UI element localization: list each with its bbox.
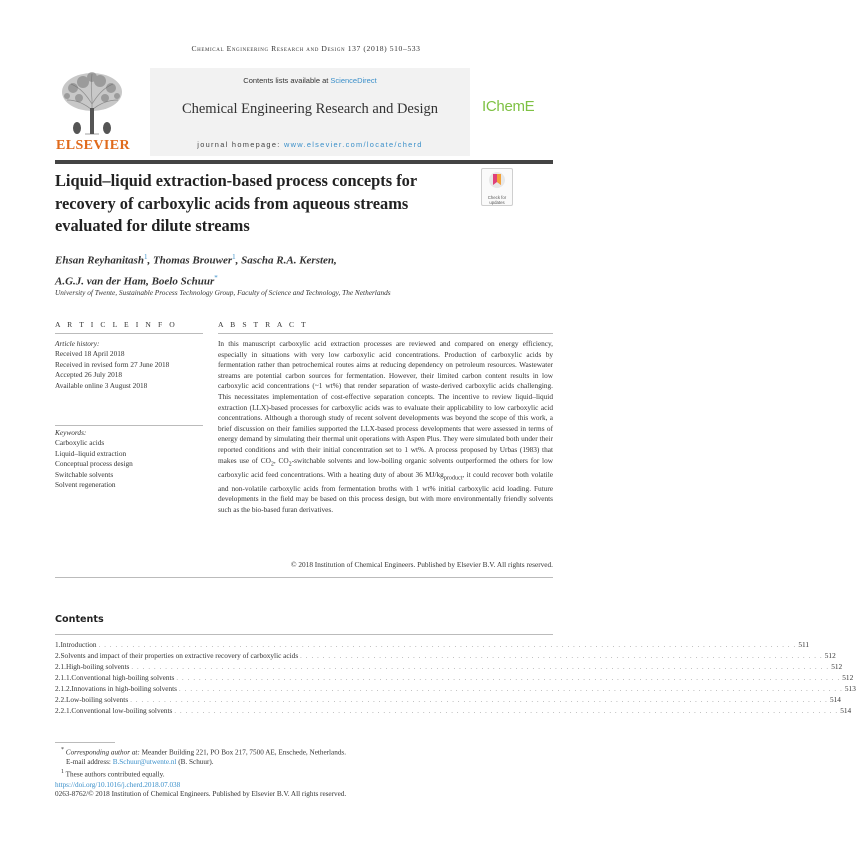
check-for-updates-badge[interactable]	[481, 168, 513, 206]
toc-label: Innovations in high-boiling solvents	[71, 684, 178, 693]
toc-leader-dots: . . . . . . . . . . . . . . . . . . . . . . . . . . . . . . . . . . . . . . . . . . . . . . . . . . . . . . . . . . . . . . . . . . . . . . . . . . . . . . . . . . . . . . . . . . . . .	[300, 653, 823, 660]
abstract-part-2: , CO	[273, 455, 289, 465]
product-subscript: product	[443, 475, 463, 482]
toc-entry[interactable]	[55, 695, 841, 706]
abstract-rule	[218, 333, 553, 334]
toc-entry[interactable]	[55, 673, 854, 684]
journal-name: Chemical Engineering Research and Design	[181, 101, 439, 117]
abstract-copyright: © 2018 Institution of Chemical Engineers. Published by Elsevier B.V. All rights reserved.	[291, 560, 553, 569]
abstract-bottom-rule	[55, 577, 553, 578]
email-note	[55, 758, 555, 768]
keyword-item: Conceptual process design	[55, 459, 133, 469]
footnotes	[55, 746, 555, 800]
footnote-rule	[55, 742, 115, 743]
homepage-label: journal homepage:	[197, 140, 284, 149]
history-revised: Received in revised form 27 June 2018	[55, 359, 170, 369]
homepage-link[interactable]: www.elsevier.com/locate/cherd	[283, 140, 423, 149]
equal-contribution-note	[55, 768, 555, 780]
affiliation: University of Twente, Sustainable Process Technology Group, Faculty of Science and Technology, The Netherlands	[55, 288, 391, 297]
toc-num: 2.1.2.	[55, 684, 72, 693]
toc-leader-dots: . . . . . . . . . . . . . . . . . . . . . . . . . . . . . . . . . . . . . . . . . . . . . . . . . . . . . . . . . . . . . . . . . . . . . . . . . . . . . . . . . . . . . . . . . . . . . . . . . . . . . . . . . . . . . . . . . . . . . .	[179, 686, 843, 693]
keyword-item: Switchable solvents	[55, 469, 114, 479]
keyword-item: Carboxylic acids	[55, 438, 105, 448]
toc-page: 514	[829, 695, 841, 704]
author-1-sep: ,	[147, 254, 153, 267]
author-2-mark[interactable]: 1	[232, 253, 236, 261]
contents-available-prefix: Contents lists available at	[243, 76, 331, 85]
icheme-logo: IChemE	[482, 98, 535, 115]
elsevier-logo-text: ELSEVIER	[55, 138, 130, 153]
author-3[interactable]: Sascha R.A. Kersten	[241, 254, 335, 267]
abstract-part-1: In this manuscript carboxylic acid extraction processes are reviewed and compared on energy efficiency, especially in situations with very low carboxylic acid concentrations. Production of carboxylic acids by fermentation rather than petrochemical routes aims at reducing dependency on petroleum resources. Wastewater streams are potential carbon sources for fermentation. However, their limited carbon content results in low carboxylic acid concentrations (~1 wt%) that render separation of waste-derived carboxylic acids challenging. This necessitates implementation of cost-effective separation concepts. The incentive to review liquid–liquid extraction (LLX)-based processes for carboxylic acids was to evaluate their applicability to low carboxylic acid concentrations. Although a thorough study of recent solvent developments was beyond the scope of this work, a brief discussion on their families supported the LLX-based process developments that were assessed in terms of energy demand by simulating their thermal unit operations with Aspen Plus. They were simulated both under their reported conditions and with their initial concentration set to 1 wt%. A process proposed by Urbas (1983) that makes use of CO	[218, 339, 553, 465]
history-label: Article history:	[55, 339, 100, 348]
header-rule	[55, 160, 553, 164]
author-2-sep: ,	[235, 254, 242, 267]
toc-leader-dots: . . . . . . . . . . . . . . . . . . . . . . . . . . . . . . . . . . . . . . . . . . . . . . . . . . . . . . . . . . . . . . . . . . . . . . . . . . . . . . . . . . . . . . . . . . . . . . . . . . . . . . . . . . . . . . . . . . . . . .	[174, 708, 839, 715]
history-received: Received 18 April 2018	[55, 349, 125, 359]
toc-label: Low-boiling solvents	[65, 695, 129, 704]
toc-entry[interactable]	[55, 684, 856, 695]
corresponding-author-note	[55, 746, 555, 758]
article-info-heading: A R T I C L E I N F O	[55, 320, 178, 329]
email-link[interactable]: B.Schuur@utwente.nl	[112, 758, 177, 767]
toc-label: Conventional low-boiling solvents	[71, 706, 173, 715]
author-2[interactable]: Thomas Brouwer	[152, 254, 233, 267]
contents-available-line	[150, 76, 470, 85]
toc-num: 2.	[55, 651, 61, 660]
toc-num: 2.1.	[55, 662, 66, 671]
abstract-part-4: , it could recover both volatile and non-volatile carboxylic acids from fermentation broths with 1 wt% initial carboxylic acid loading. Future developments in the field may be based on this process design, but with more environmentally friendly solvents such as the bio-based furan derivatives.	[218, 469, 553, 514]
author-4[interactable]: A.G.J. van der Ham	[55, 275, 147, 288]
toc-entry[interactable]	[55, 662, 843, 673]
author-5[interactable]: Boelo Schuur	[151, 275, 215, 288]
co2-subscript: 2	[270, 460, 274, 467]
author-1[interactable]: Ehsan Reyhanitash	[55, 254, 144, 267]
toc-leader-dots: . . . . . . . . . . . . . . . . . . . . . . . . . . . . . . . . . . . . . . . . . . . . . . . . . . . . . . . . . . . . . . . . . . . . . . . . . . . . . . . . . . . . . . . . . . . . . . . . . . . . . . . . . . . . . . . . . . . . . . . . . . . .	[131, 664, 830, 671]
article-title: Liquid–liquid extraction-based process concepts for recovery of carboxylic acids from aqueous streams evaluated for dilute streams	[55, 171, 417, 235]
keyword-item: Solvent regeneration	[55, 480, 116, 490]
corresponding-mark: *	[61, 747, 64, 753]
contents-heading: Contents	[55, 614, 104, 625]
toc-entry[interactable]	[55, 640, 810, 651]
equal-text: These authors contributed equally.	[65, 770, 165, 779]
toc-leader-dots: . . . . . . . . . . . . . . . . . . . . . . . . . . . . . . . . . . . . . . . . . . . . . . . . . . . . . . . . . . . . . . . . . . . . . . . . . . . . . . . . . . . . . . . . . . . . . . . . . . . . . . . . . . . . . . . . . . . . . .	[176, 675, 841, 682]
abstract-text	[218, 339, 553, 515]
abstract-part-3: -switchable solvents and low-boiling organic solvents outperformed the others for low carboxylic acid feed concentrations. With a heating duty of about 36 MJ/kg	[218, 455, 553, 479]
toc-page: 512	[831, 662, 843, 671]
toc-leader-dots: . . . . . . . . . . . . . . . . . . . . . . . . . . . . . . . . . . . . . . . . . . . . . . . . . . . . . . . . . . . . . . . . . . . . . . . . . . . . . . . . . . . . . . . . . . . . . . . . . . . . . . . . . . . . . . . . . . . . . . . . . . . .	[98, 642, 797, 649]
toc-page: 514	[840, 706, 852, 715]
crossmark-line1: Check for	[487, 195, 507, 200]
keywords	[55, 428, 203, 490]
keywords-rule	[55, 425, 203, 426]
toc-page: 513	[844, 684, 856, 693]
sciencedirect-link[interactable]: ScienceDirect	[330, 76, 377, 85]
author-3-sep: ,	[334, 254, 337, 267]
toc-label: Solvents and impact of their properties on extractive recovery of carboxylic acids	[60, 651, 299, 660]
author-list	[55, 249, 475, 290]
toc-page: 512	[824, 651, 836, 660]
journal-homepage-line	[150, 140, 470, 149]
author-5-mark[interactable]: *	[214, 273, 218, 282]
keyword-item: Liquid–liquid extraction	[55, 448, 127, 458]
doi-link[interactable]: https://doi.org/10.1016/j.cherd.2018.07.038	[55, 780, 181, 789]
keywords-label: Keywords:	[55, 428, 87, 437]
toc-num: 2.1.1.	[55, 673, 72, 682]
history-accepted: Accepted 26 July 2018	[55, 370, 123, 380]
crossmark-line2: updates	[489, 200, 505, 205]
abstract-heading: A B S T R A C T	[218, 320, 309, 329]
toc-num: 2.2.	[55, 695, 66, 704]
equal-mark: 1	[61, 769, 64, 776]
email-label: E-mail address:	[66, 758, 113, 767]
history-online: Available online 3 August 2018	[55, 380, 148, 390]
author-1-mark[interactable]: 1	[143, 253, 148, 261]
toc-label: High-boiling solvents	[65, 662, 130, 671]
toc-page: 511	[798, 640, 810, 649]
contents-rule	[55, 634, 553, 635]
article-info-rule	[55, 333, 203, 334]
article-history	[55, 339, 203, 391]
corresponding-address: Meander Building 221, PO Box 217, 7500 AE, Enschede, Netherlands.	[139, 748, 347, 757]
crossmark-icon	[482, 169, 512, 191]
co2-subscript-2: 2	[288, 460, 292, 467]
toc-entry[interactable]	[55, 651, 836, 662]
toc-leader-dots: . . . . . . . . . . . . . . . . . . . . . . . . . . . . . . . . . . . . . . . . . . . . . . . . . . . . . . . . . . . . . . . . . . . . . . . . . . . . . . . . . . . . . . . . . . . . . . . . . . . . . . . . . . . . . . . . . . . . . . . . . . . .	[130, 697, 828, 704]
email-suffix: (B. Schuur).	[176, 758, 214, 767]
toc-label: Conventional high-boiling solvents	[71, 673, 175, 682]
toc-entry[interactable]	[55, 706, 852, 717]
toc-num: 1.	[55, 640, 61, 649]
toc-label: Introduction	[60, 640, 97, 649]
toc-page: 512	[842, 673, 854, 682]
corresponding-label: Corresponding author at:	[65, 748, 140, 757]
issn-line: 0263-8762/© 2018 Institution of Chemical Engineers. Published by Elsevier B.V. All rights reserved.	[55, 790, 347, 799]
toc-num: 2.2.1.	[55, 706, 72, 715]
running-head: Chemical Engineering Research and Design 137 (2018) 510–533	[191, 44, 421, 53]
author-4-sep: ,	[146, 275, 152, 288]
